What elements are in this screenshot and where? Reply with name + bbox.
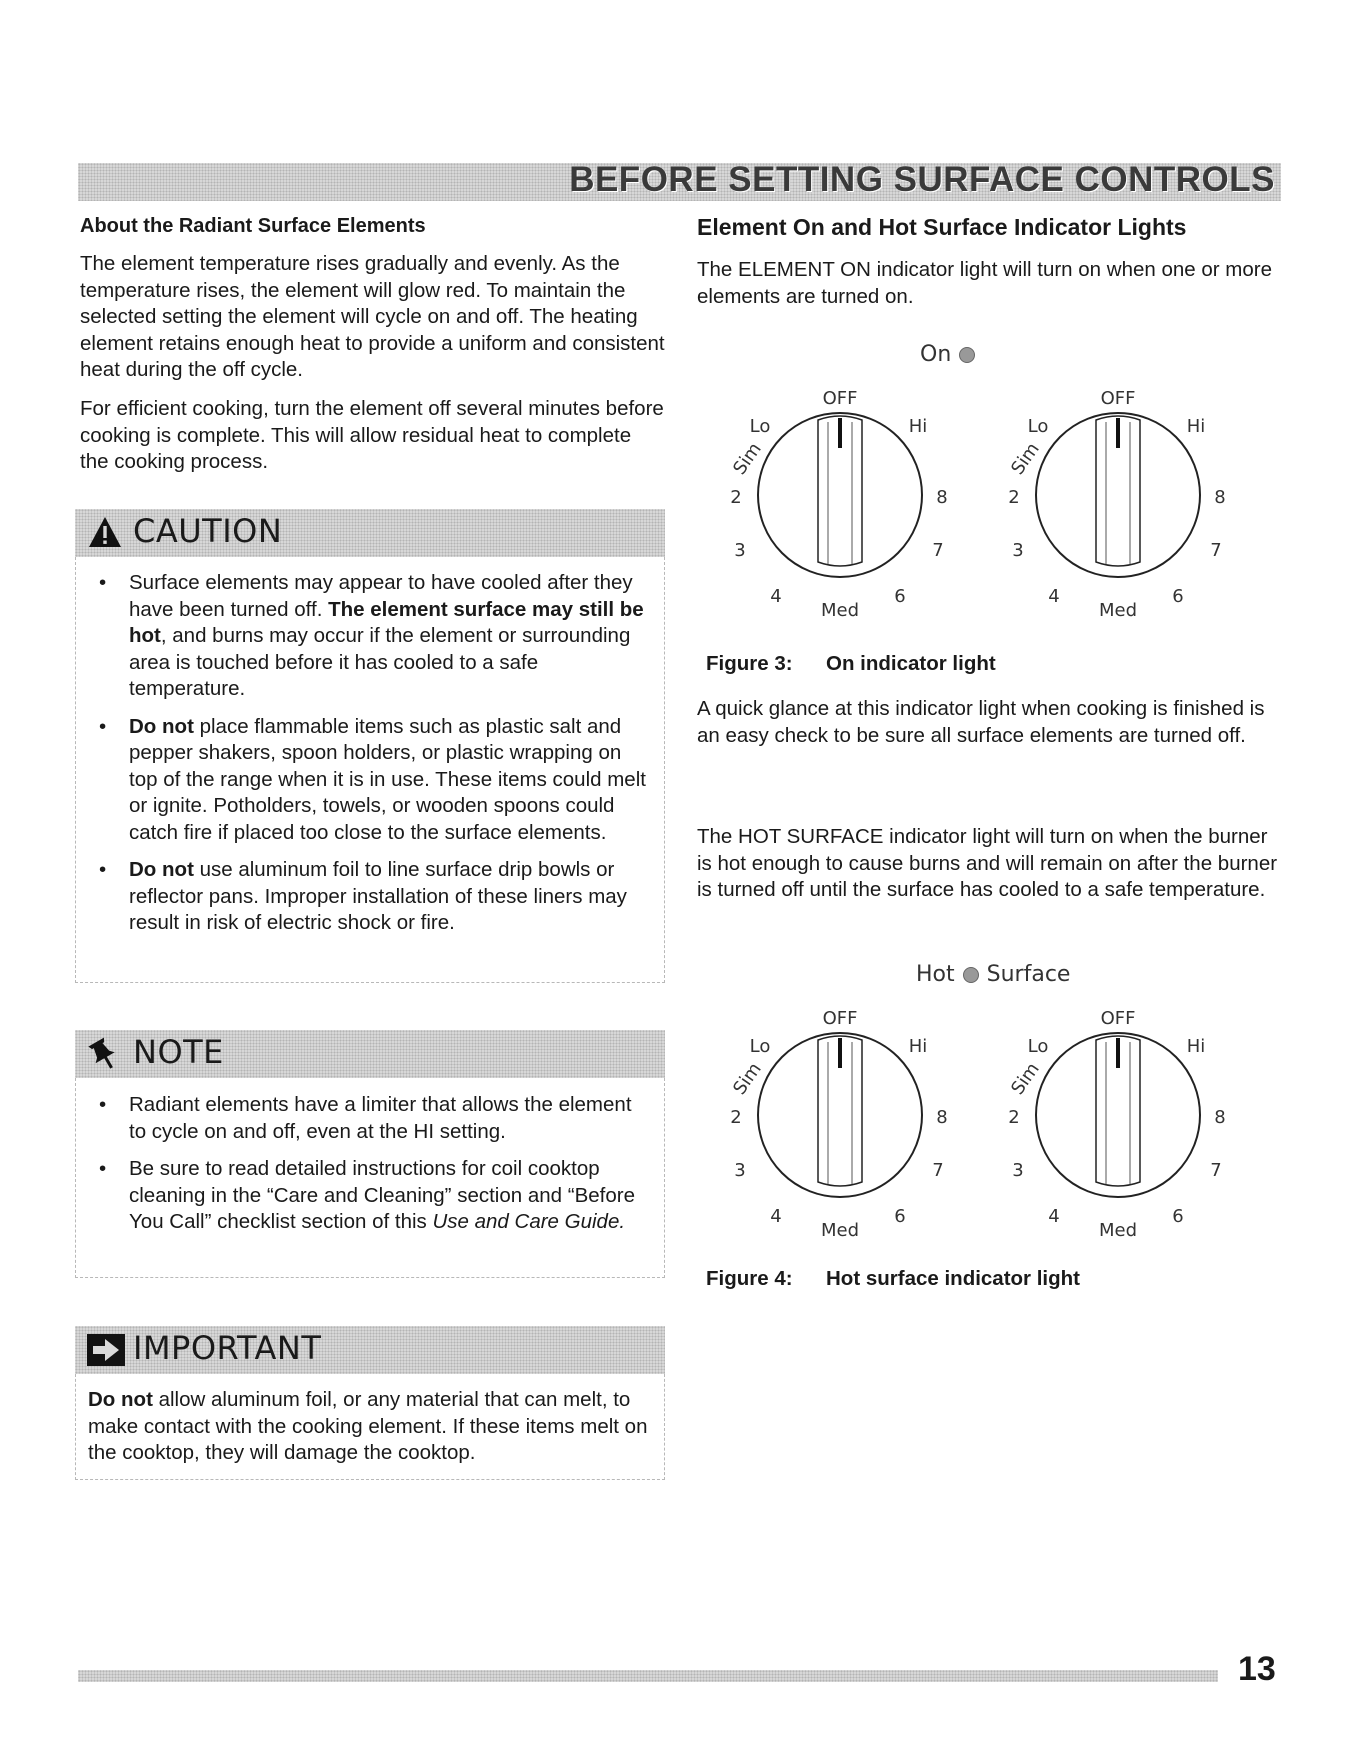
important-text (88, 1387, 658, 1467)
knob-label-med: Med (820, 1220, 860, 1241)
note-title: NOTE (133, 1033, 224, 1071)
hot-surface-indicator-label (916, 962, 1070, 987)
knob-label-sim: Sim (1007, 1058, 1044, 1099)
figure-3-caption (706, 652, 996, 676)
figure-3-title: On indicator light (826, 652, 996, 675)
indicator-paragraph-1: The ELEMENT ON indicator light will turn on when one or more elements are turned on. (697, 258, 1273, 308)
knob-label-3: 3 (734, 1160, 746, 1181)
knob-label-off: OFF (822, 1008, 858, 1029)
knobs-figure-3 (690, 380, 1310, 640)
knob-label-6: 6 (894, 586, 906, 607)
knob-label-lo: Lo (749, 1036, 771, 1057)
arrow-icon (87, 1332, 127, 1368)
note-list (75, 1092, 665, 1247)
caution-item-2-emphasis: Do not (129, 714, 194, 738)
knob-label-sim: Sim (729, 1058, 766, 1099)
knob-label-7: 7 (932, 1160, 944, 1181)
knob-label-med: Med (1098, 1220, 1138, 1241)
knob-label-7: 7 (1210, 540, 1222, 561)
note-item-2-italic: Use and Care Guide. (432, 1210, 626, 1233)
radiant-paragraph-2: For efficient cooking, turn the element off several minutes before cooking is complete. This will allow residual heat to complete the cooking process. (80, 397, 664, 473)
knob-right (1007, 388, 1226, 621)
note-item-1: • Radiant elements have a limiter that allows the element to cycle on and off, even at the HI setting. (75, 1092, 665, 1145)
figure-4-caption (706, 1267, 1080, 1291)
knob-label-hi: Hi (1186, 1036, 1206, 1057)
caution-item-2-text: place flammable items such as plastic salt and pepper shakers, spoon holders, or plastic wrapping on top of the range when it is in use. These items could melt or ignite. Potholders, towels, or wooden spoons could catch fire if placed too close to the surface elements. (129, 714, 646, 844)
indicator-paragraph-3: The HOT SURFACE indicator light will turn on when the burner is hot enough to cause burns and will remain on after the burner is turned off until the surface has cooled to a safe temperature. (697, 825, 1278, 901)
knob-label-8: 8 (1214, 487, 1226, 508)
note-item-2 (75, 1156, 665, 1236)
caution-item-3-emphasis: Do not (129, 858, 194, 881)
pushpin-icon (87, 1036, 123, 1072)
knob-label-hi: Hi (908, 416, 928, 437)
knob-label-8: 8 (936, 487, 948, 508)
knob-label-med: Med (820, 600, 860, 621)
knob-label-4: 4 (1048, 586, 1060, 607)
on-text: On (920, 342, 952, 367)
on-indicator-label (920, 342, 983, 367)
knob-label-6: 6 (894, 1206, 906, 1227)
knob-label-2: 2 (1008, 487, 1020, 508)
knob-label-lo: Lo (1027, 416, 1049, 437)
knob-label-sim: Sim (729, 438, 766, 479)
figure-4-label: Figure 4: (706, 1267, 793, 1290)
knob-label-hi: Hi (1186, 416, 1206, 437)
figure-3-label: Figure 3: (706, 652, 793, 675)
knob-label-3: 3 (734, 540, 746, 561)
warning-icon (87, 515, 123, 549)
important-header (75, 1326, 665, 1374)
important-emphasis: Do not (88, 1388, 153, 1411)
indicator-light-icon (959, 347, 975, 363)
caution-item-1-text: Surface elements may appear to have cooled after they have been turned off. (129, 571, 633, 621)
important-title: IMPORTANT (133, 1329, 322, 1367)
page-title: BEFORE SETTING SURFACE CONTROLS (569, 160, 1275, 199)
knob-label-lo: Lo (1027, 1036, 1049, 1057)
knob-label-2: 2 (730, 487, 742, 508)
radiant-paragraph-1: The element temperature rises gradually and evenly. As the temperature rises, the element will glow red. To maintain the selected setting the element will cycle on and off. The heating element retains enough heat to provide a uniform and consistent heat during the off cycle. (80, 252, 665, 381)
knob-left (729, 388, 948, 621)
knobs-figure-4 (690, 1000, 1310, 1260)
caution-item-2 (75, 714, 665, 847)
knob-right (1007, 1008, 1226, 1241)
knob-label-8: 8 (936, 1107, 948, 1128)
knob-label-off: OFF (822, 388, 858, 409)
important-text-body: allow aluminum foil, or any material that can melt, to make contact with the cooking element. If these items melt on the cooktop, they will damage the cooktop. (88, 1388, 648, 1464)
indicator-paragraph-2: A quick glance at this indicator light when cooking is finished is an easy check to be sure all surface elements are turned off. (697, 697, 1265, 747)
caution-item-1-emphasis: The element surface may still be hot (129, 597, 644, 647)
caution-item-1-text-end: , and burns may occur if the element or surrounding area is touched before it has cooled to a safe temperature. (129, 624, 631, 700)
hot-text: Hot (916, 962, 955, 987)
knob-label-3: 3 (1012, 540, 1024, 561)
knob-label-6: 6 (1172, 586, 1184, 607)
caution-list (75, 570, 665, 948)
figure-4-title: Hot surface indicator light (826, 1267, 1080, 1290)
knob-label-7: 7 (1210, 1160, 1222, 1181)
knob-label-4: 4 (770, 1206, 782, 1227)
knob-label-med: Med (1098, 600, 1138, 621)
caution-title: CAUTION (133, 512, 283, 550)
knob-label-sim: Sim (1007, 438, 1044, 479)
knob-label-7: 7 (932, 540, 944, 561)
page-number: 13 (1238, 1650, 1276, 1688)
knob-label-off: OFF (1100, 1008, 1136, 1029)
caution-item-3 (75, 857, 665, 937)
knob-label-hi: Hi (908, 1036, 928, 1057)
note-item-2-text: Be sure to read detailed instructions for coil cooktop cleaning in the “Care and Cleaning” section and “Before You Call” checklist section of this (129, 1157, 635, 1233)
indicator-light-icon (963, 967, 979, 983)
surface-text: Surface (986, 962, 1071, 987)
knob-left (729, 1008, 948, 1241)
knob-label-off: OFF (1100, 388, 1136, 409)
knob-label-2: 2 (1008, 1107, 1020, 1128)
caution-item-1 (75, 570, 665, 703)
footer-bar (78, 1670, 1218, 1682)
knob-label-4: 4 (1048, 1206, 1060, 1227)
header-banner (78, 160, 1281, 201)
knob-label-6: 6 (1172, 1206, 1184, 1227)
note-header (75, 1030, 665, 1078)
knob-label-4: 4 (770, 586, 782, 607)
caution-item-3-text: use aluminum foil to line surface drip bowls or reflector pans. Improper installation of these liners may result in risk of electric shock or fire. (129, 858, 627, 934)
caution-header (75, 509, 665, 557)
knob-label-8: 8 (1214, 1107, 1226, 1128)
indicator-heading: Element On and Hot Surface Indicator Lights (697, 214, 1187, 240)
knob-label-lo: Lo (749, 416, 771, 437)
knob-label-3: 3 (1012, 1160, 1024, 1181)
radiant-heading: About the Radiant Surface Elements (80, 215, 426, 237)
knob-label-2: 2 (730, 1107, 742, 1128)
